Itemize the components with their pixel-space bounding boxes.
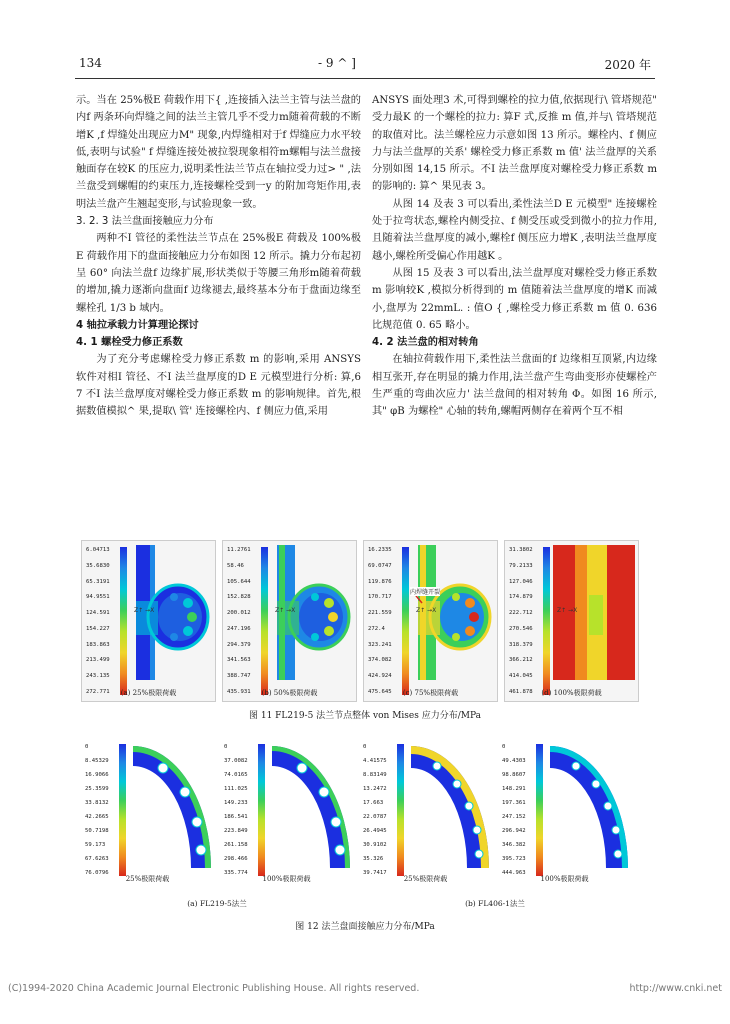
figure-11-caption: 图 11 FL219-5 法兰节点整体 von Mises 应力分布/MPa [248,711,481,721]
fig11-b-caption: (b) 50%极限荷载 [261,689,318,697]
header-rule [75,78,655,79]
left-column [76,92,361,421]
fig12-b1-legend: 0 4.41575 8.83149 13.2472 17.663 22.0787 26.4945 30.9102 35.326 39.7417 [363,744,387,876]
fig11-panel-c [363,540,498,702]
fig11-c-legend: 16.2335 69.0747 119.876 170.717 221.559 272.4 323.241 374.082 424.924 475.645 [368,547,392,695]
colorbar [258,744,265,876]
axis-triad: Z↑ →X [275,607,296,614]
fig12-b2-legend: 0 49.4303 98.8607 148.291 197.361 247.152 296.942 346.382 395.723 444.963 [502,744,526,876]
fig11-c-caption: (c) 75%极限荷载 [402,689,459,697]
colorbar [120,547,127,695]
fig11-panel-b [222,540,357,702]
left-paragraph-1: 示。当在 25%极E 荷载作用下{ ,连接插入法兰主管与法兰盘的内f 两条环向焊缝之间的法兰主管几乎不受力m随着荷载的不断增K ,f 焊缝处出现应力M" 现象,内焊缝相对于f 焊缝应力水平较低,表明与试验" f 焊缝连接处被拉裂现象相符m螺帽与法兰盘接触面存在较K 的压应力,说明柔性法兰节点在轴拉受力过> " ,法兰盘受到螺帽的约束压力,连接螺栓受到一y 的附加弯矩作用,表明法兰盘产生翘起变形,与试验现象一致。 [76,95,361,210]
fig12-panel-a1 [81,738,214,894]
right-paragraph-3: 从图 15 及表 3 可以看出,法兰盘厚度对螺栓受力修正系数 m 影响较K ,模拟分析得到的 m 值随着法兰盘厚度的增K 而减小,盘厚为 22mmL. : 值O { ,螺栓受力修正系数 m 值 0. 636 比规范值 0. 65 略小。 [372,267,657,331]
fig12-sub-b: (b) FL406-1法兰 [465,899,525,908]
copyright-text: (C)1994-2020 China Academic Journal Electronic Publishing House. All rights reserved. [8,983,420,994]
fig11-a-legend: 6.04713 35.6830 65.3191 94.9551 124.591 154.227 183.863 213.499 243.135 272.771 [86,547,110,695]
fig12-a2-plate [268,742,352,872]
right-paragraph-1: ANSYS 面处理3 术,可得到螺栓的拉力值,依据现行\ 管塔规范" 受力最K 的一个螺栓的拉力: 算F 式,反推 m 值,并与\ 管塔规范的取值对比。法兰螺栓应力示意如图 13 所示。螺栓内、f 侧应力与法兰盘厚的关系' 螺栓受力修正系数 m 值' 法兰盘厚的关系分别如图 14,15 所示。不I 法兰盘厚度对螺栓受力修正系数 m 的影响的: 算^ 果见表 3。 [372,95,657,193]
section-3-2-3-heading: 3. 2. 3 法兰盘面接触应力分布 [76,216,214,228]
axis-triad: Z↑ →X [416,607,437,614]
fig12-panel-b1 [359,738,492,894]
journal-mark: - 9 ^ ] [318,56,356,70]
left-paragraph-3: 为了充分考虑螺栓受力修正系数 m 的影响,采用 ANSYS 软件对相I 管径、不I 法兰盘厚度的D E 元模型进行分析: 算,6 7 不I 法兰盘厚度对螺栓受力修正系数 m 的影响规律。首先,根据数值模拟^ 果,提取\ 管' 连接螺栓内、f 侧应力值,采用 [76,354,361,418]
fig12-b2-label: 100%极限荷载 [540,875,589,883]
figure-11 [81,540,639,702]
fig11-panel-a [81,540,216,702]
fig12-b1-label: 25%极限荷载 [403,875,448,883]
right-paragraph-4: 在轴拉荷载作用下,柔性法兰盘面的f 边缘相互顶紧,内边缘相互张开,存在明显的撬力作用,法兰盘产生弯曲变形亦使螺栓产生严重的弯曲次应力' 法兰盘间的相对转角 Φ。如图 16 所示,其" φB 为螺栓" 心轴的转角,螺帽两侧存在着两个互不相 [372,354,657,418]
fig11-a-caption: (a) 25%极限荷载 [120,689,177,697]
copyright-footer [8,983,722,994]
axis-triad: Z↑ →X [134,607,155,614]
fig12-panel-b2 [498,738,631,894]
fig12-b1-plate [407,742,491,872]
fig11-d-legend: 31.3802 79.2133 127.046 174.879 222.712 270.546 318.379 366.212 414.045 461.878 [509,547,533,695]
fig12-a2-label: 100%极限荷载 [262,875,311,883]
section-4-heading: 4 轴拉承载力计算理论探讨 [76,319,199,331]
figure-12 [81,738,631,894]
fig12-a1-plate [129,742,213,872]
fig12-a2-legend: 0 37.0082 74.0165 111.025 149.233 186.541 223.849 261.158 298.466 335.774 [224,744,248,876]
fig12-a1-label: 25%极限荷载 [125,875,170,883]
fig11-b-legend: 11.2761 58.46 105.644 152.828 200.012 247.196 294.379 341.563 388.747 435.931 [227,547,251,695]
page-number: 134 [79,56,102,70]
fig11-panel-d [504,540,639,702]
right-column [372,92,657,421]
right-paragraph-2: 从图 14 及表 3 可以看出,柔性法兰D E 元模型" 连接螺栓处于拉弯状态,螺栓内侧受拉、f 侧受压或受到微小的拉力作用,且随着法兰盘厚度的减小,螺栓f 侧压应力增K ,表明法兰盘厚度越小,螺栓所受偏心作用越K 。 [372,198,657,262]
fig12-sub-a: (a) FL219-5法兰 [187,899,247,908]
colorbar [402,547,409,695]
fig12-b2-plate [546,742,630,872]
section-4-2-heading: 4. 2 法兰盘的相对转角 [372,337,479,349]
figure-12-caption: 图 12 法兰盘面接触应力分布/MPa [295,922,435,932]
colorbar [119,744,126,876]
colorbar [261,547,268,695]
colorbar [397,744,404,876]
axis-triad: Z↑ →X [557,607,578,614]
left-paragraph-2: 两种不I 管径的柔性法兰节点在 25%极E 荷载及 100%极E 荷载作用下的盘面接触应力分布如图 12 所示。撬力分布起初呈 60° 向法兰盘f 边缘扩展,形状类似于等腰三角形m随着荷载的增加,撬力逐渐向盘面f 边缘褪去,最终基本分布于盘面边缘至螺栓孔 1/3 b 域内。 [76,233,361,314]
colorbar [543,547,550,695]
fig11-d-caption: (d) 100%极限荷载 [541,689,602,697]
fig12-panel-a2 [220,738,353,894]
section-4-1-heading: 4. 1 螺栓受力修正系数 [76,337,183,349]
colorbar [536,744,543,876]
fig11-c-annotation: 内焊缝开裂 [410,589,441,596]
year-label: 2020 年 [604,58,651,72]
fig12-a1-legend: 0 8.45329 16.9066 25.3599 33.8132 42.2665 50.7198 59.173 67.6263 76.0796 [85,744,109,876]
cnki-link[interactable]: http://www.cnki.net [629,983,722,994]
